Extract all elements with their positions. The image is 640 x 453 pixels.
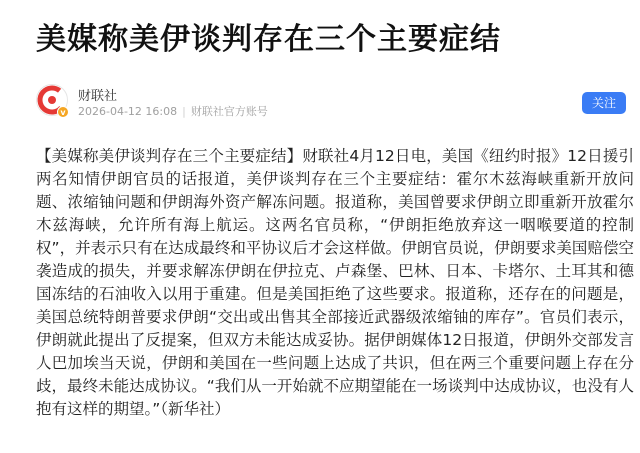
follow-button[interactable]: 关注 xyxy=(582,92,626,114)
author-row xyxy=(36,82,626,122)
post-timestamp: 2026-04-12 16:08 xyxy=(78,105,178,118)
verified-badge-icon: v xyxy=(57,106,69,118)
article-body: 【美媒称美伊谈判存在三个主要症结】财联社4月12日电，美国《纽约时报》12日援引两名知情伊朗官员的话报道，美伊谈判存在三个主要症结：霍尔木兹海峡重新开放问题、浓缩铀问题和伊朗海外资产解冻问题。报道称，美国曾要求伊朗立即重新开放霍尔木兹海峡，允许所有海上航运。这两名官员称，“伊朗拒绝放弃这一咽喉要道的控制权”，并表示只有在达成最终和平协议后才会这样做。伊朗官员说，伊朗要求美国赔偿空袭造成的损失，并要求解冻伊朗在伊拉克、卢森堡、巴林、日本、卡塔尔、土耳其和德国冻结的石油收入以用于重建。但是美国拒绝了这些要求。报道称，还存在的问题是，美国总统特朗普要求伊朗“交出或出售其全部接近武器级浓缩铀的库存”。官员们表示，伊朗就此提出了反提案，但双方未能达成妥协。据伊朗媒体12日报道，伊朗外交部发言人巴加埃当天说，伊朗和美国在一些问题上达成了共识，但在两三个重要问题上存在分歧，最终未能达成协议。“我们从一开始就不应期望能在一场谈判中达成协议，也没有人抱有这样的期望。”（新华社） xyxy=(36,147,634,418)
article-title: 美媒称美伊谈判存在三个主要症结 xyxy=(36,22,501,57)
post-meta xyxy=(78,103,268,119)
account-type: 财联社官方账号 xyxy=(190,105,268,118)
author-name[interactable]: 财联社 xyxy=(78,89,118,104)
avatar[interactable] xyxy=(36,84,68,116)
meta-divider: | xyxy=(182,105,186,118)
